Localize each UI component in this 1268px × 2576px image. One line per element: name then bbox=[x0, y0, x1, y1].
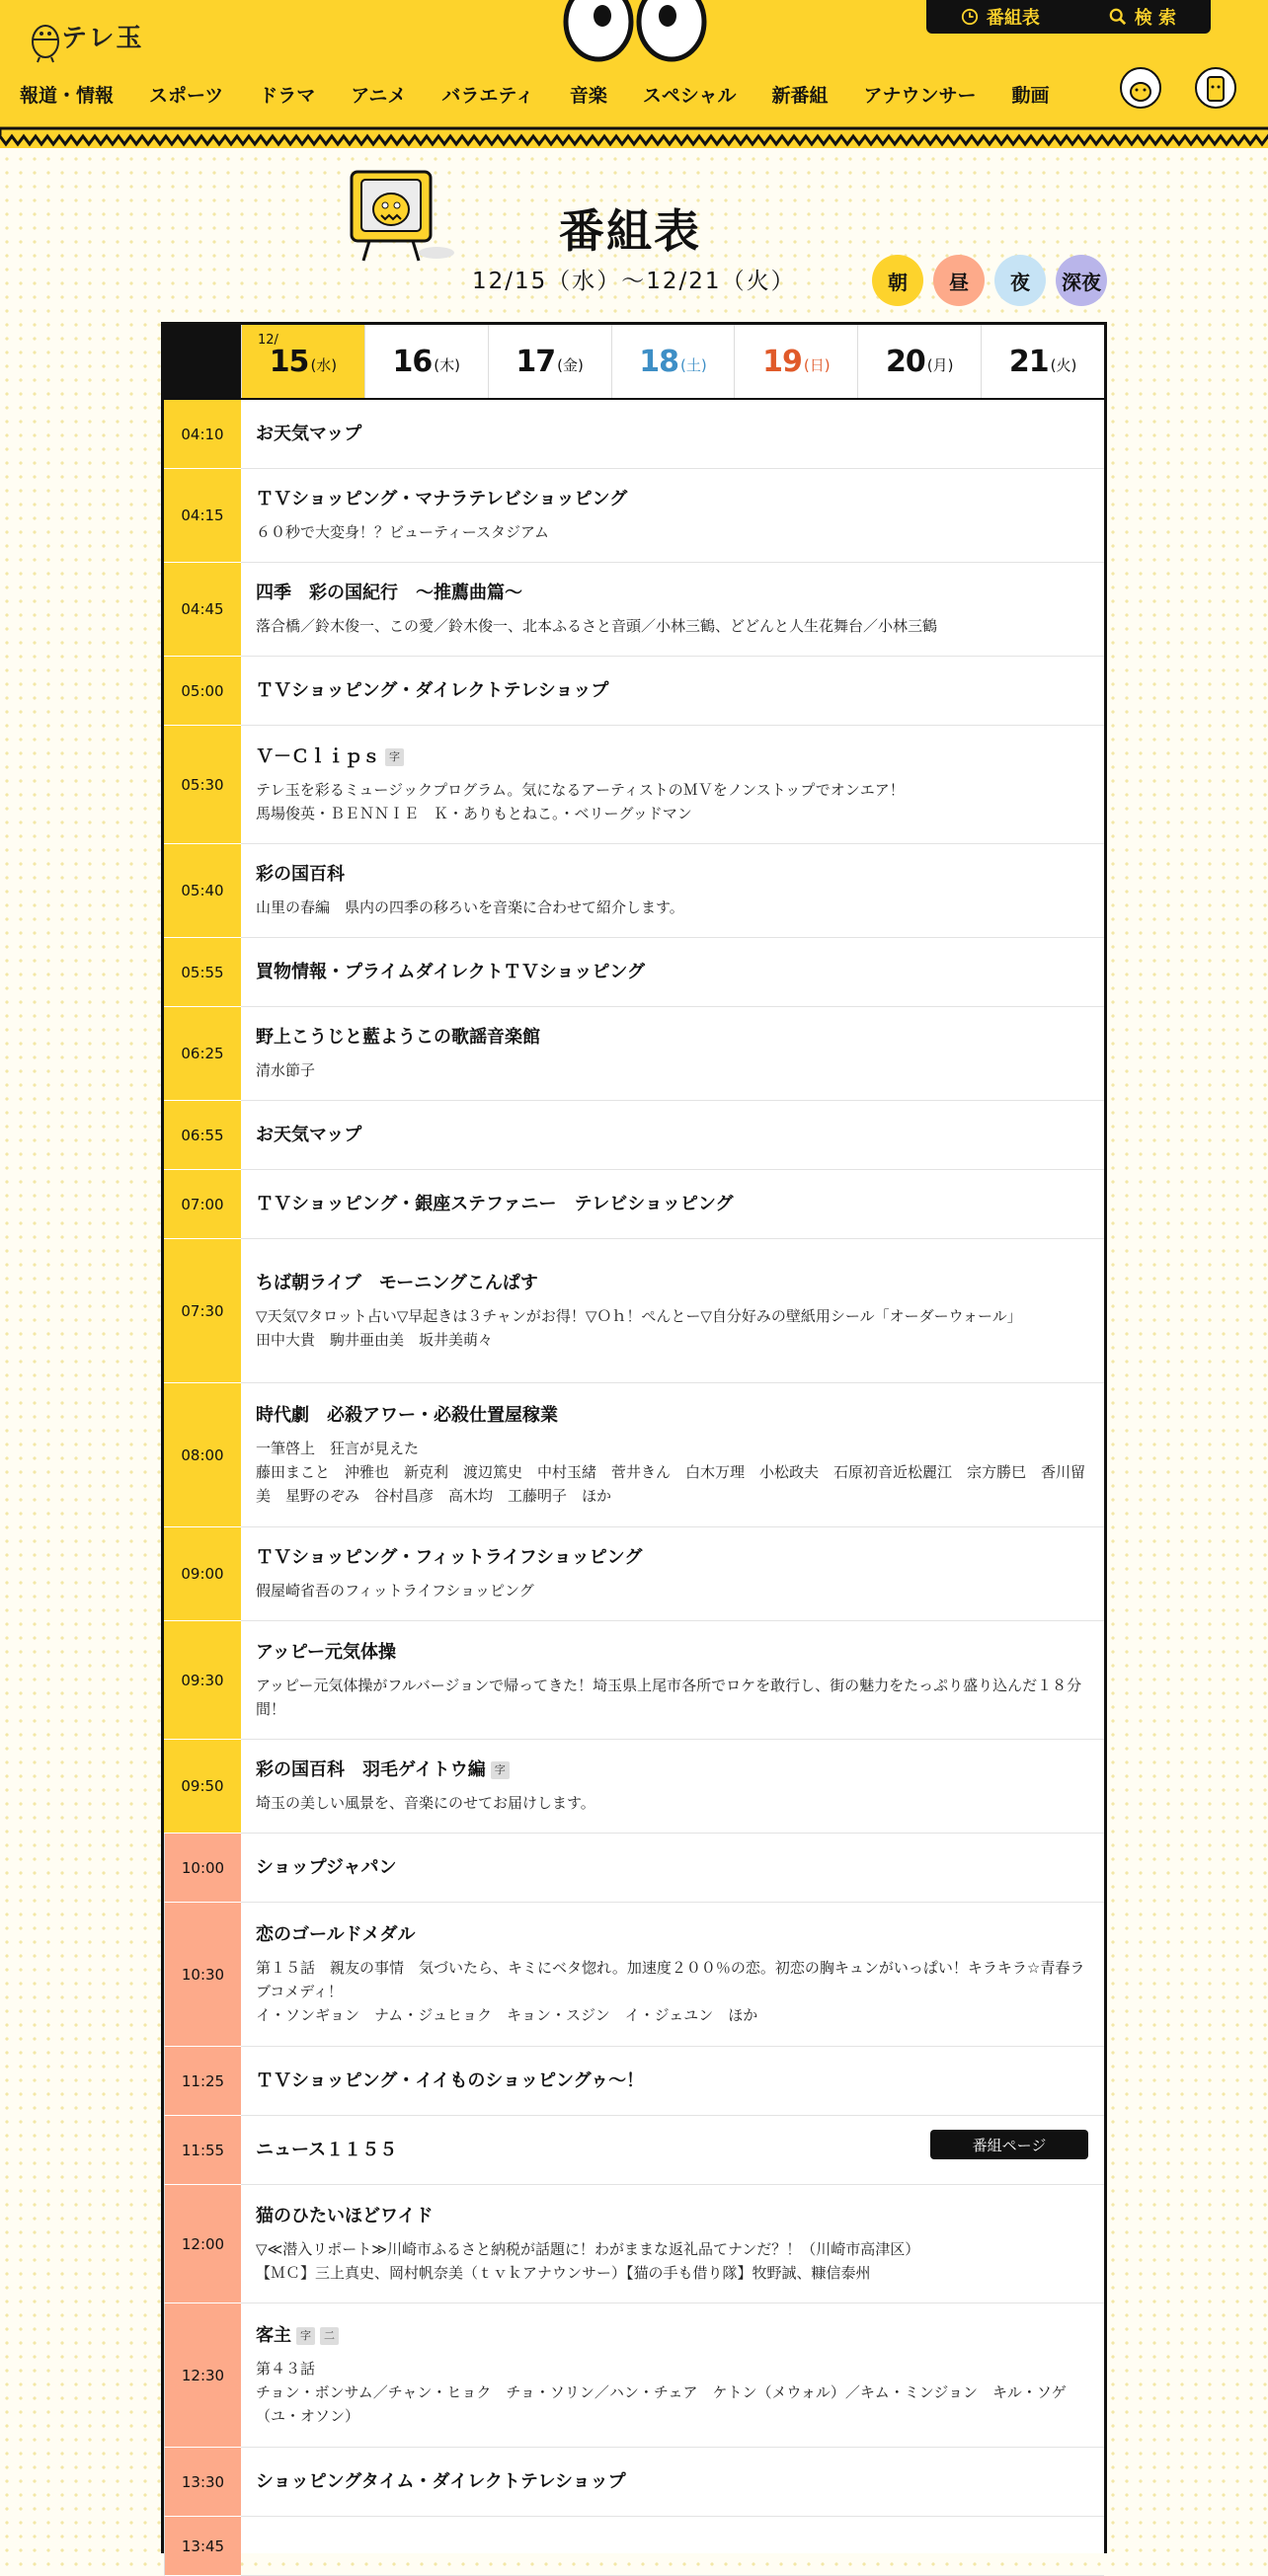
program-row[interactable] bbox=[164, 563, 1104, 657]
day-tab-18[interactable] bbox=[611, 325, 735, 398]
program-info bbox=[241, 1170, 1104, 1238]
program-time: 08:00 bbox=[164, 1383, 241, 1527]
day-tab-number: 19 bbox=[762, 344, 802, 379]
program-title: 彩の国百科 羽毛ゲイトウ編 bbox=[256, 1759, 486, 1780]
program-time: 11:25 bbox=[164, 2047, 241, 2116]
day-tab-17[interactable] bbox=[488, 325, 611, 398]
program-time: 12:00 bbox=[164, 2185, 241, 2303]
clock-icon bbox=[961, 8, 979, 26]
program-description-line: 山里の春編 県内の四季の移ろいを音楽に合わせて紹介します。 bbox=[256, 898, 684, 916]
program-title-line[interactable] bbox=[256, 1757, 1088, 1783]
program-info bbox=[241, 1834, 1104, 1902]
program-info bbox=[241, 2517, 1104, 2575]
program-title-line[interactable] bbox=[256, 1855, 1088, 1881]
program-title: 恋のゴールドメダル bbox=[256, 1923, 416, 1945]
program-description-line: アッピー元気体操がフルバージョンで帰ってきた！埼玉県上尾市各所でロケを敢行し、街の魅力をたっぷり盛り込んだ１８分間！ bbox=[256, 1676, 1082, 1718]
program-description-line: ６０秒で大変身！？ビューティースタジアム bbox=[256, 523, 550, 541]
program-row[interactable] bbox=[164, 2047, 1104, 2116]
program-time: 05:55 bbox=[164, 938, 241, 1007]
day-tab-number: 16 bbox=[392, 344, 433, 379]
nav-special[interactable]: スペシャル bbox=[642, 84, 737, 107]
program-time: 09:00 bbox=[164, 1527, 241, 1621]
day-tabs-corner bbox=[164, 325, 241, 398]
program-row[interactable] bbox=[164, 1007, 1104, 1101]
program-description-line: チョン・ボンサム／チャン・ヒョク チョ・ソリン／ハン・チェア ケトン（メウォル）／キム・ミンジョン キル・ソゲ（ユ・オソン） bbox=[256, 2382, 1067, 2425]
program-info bbox=[241, 2448, 1104, 2516]
program-description-line: 假屋崎省吾のフィットライフショッピング bbox=[256, 1582, 534, 1600]
program-time: 05:40 bbox=[164, 844, 241, 938]
program-time: 06:55 bbox=[164, 1101, 241, 1170]
program-guide-button[interactable] bbox=[961, 4, 1040, 30]
main-nav bbox=[20, 77, 1085, 111]
program-description-line: 落合橋／鈴木俊一、この愛／鈴木俊一、北本ふるさと音頭／小林三鶴、どどんと人生花舞台／小林三鶴 bbox=[256, 617, 938, 635]
program-row[interactable] bbox=[164, 1621, 1104, 1740]
program-description bbox=[256, 614, 1088, 638]
tod-morning-button[interactable]: 朝 bbox=[872, 255, 923, 306]
program-info bbox=[241, 563, 1104, 656]
program-title: 時代劇 必殺アワー・必殺仕置屋稼業 bbox=[256, 1404, 558, 1426]
program-title: 四季 彩の国紀行 ～推薦曲篇～ bbox=[256, 583, 522, 603]
program-row[interactable] bbox=[164, 726, 1104, 844]
program-description bbox=[256, 1674, 1088, 1721]
search-icon bbox=[1109, 8, 1127, 26]
program-title-line[interactable] bbox=[256, 678, 1088, 704]
day-tabs bbox=[164, 325, 1104, 400]
program-time: 07:00 bbox=[164, 1170, 241, 1239]
day-tab-20[interactable] bbox=[857, 325, 981, 398]
program-title: ＴＶショッピング・銀座ステファニー テレビショッピング bbox=[256, 1193, 734, 1214]
nav-announcer[interactable]: アナウンサー bbox=[863, 84, 977, 107]
day-tab-weekday: (火) bbox=[1050, 355, 1077, 374]
program-title: 買物情報・プライムダイレクトＴＶショッピング bbox=[256, 961, 646, 982]
day-tab-weekday: (月) bbox=[926, 355, 954, 374]
program-description bbox=[256, 1956, 1088, 2027]
program-row[interactable] bbox=[164, 1527, 1104, 1621]
program-time: 13:45 bbox=[164, 2517, 241, 2576]
program-time: 10:30 bbox=[164, 1903, 241, 2047]
program-title-line[interactable] bbox=[256, 960, 1088, 985]
program-table bbox=[161, 322, 1107, 2553]
program-title-line[interactable] bbox=[256, 1545, 1088, 1571]
day-tab-weekday: (木) bbox=[434, 355, 461, 374]
program-title-line[interactable] bbox=[256, 1025, 1088, 1051]
date-range: 12/15（水）〜12/21（火） bbox=[472, 269, 796, 294]
search-button[interactable] bbox=[1109, 4, 1176, 30]
program-time: 04:15 bbox=[164, 469, 241, 563]
program-title: アッピー元気体操 bbox=[256, 1641, 397, 1663]
program-description-line: 第１５話 親友の事情 気づいたら、キミにベタ惚れ。加速度２００％の恋。初恋の胸キュンがいっぱい！キラキラ☆青春ラブコメディ！ bbox=[256, 1958, 1085, 2000]
program-info bbox=[241, 2185, 1104, 2303]
day-tab-weekday: (土) bbox=[680, 355, 707, 374]
program-title-line[interactable] bbox=[256, 1922, 1088, 1948]
mascot-phone-icon[interactable] bbox=[1193, 65, 1238, 111]
day-tab-19[interactable] bbox=[734, 325, 857, 398]
program-row[interactable] bbox=[164, 2517, 1104, 2576]
day-tab-number: 20 bbox=[885, 344, 925, 379]
program-time: 09:30 bbox=[164, 1621, 241, 1740]
program-description bbox=[256, 896, 1088, 919]
program-time: 04:10 bbox=[164, 400, 241, 469]
program-time: 05:00 bbox=[164, 657, 241, 726]
program-description bbox=[256, 1058, 1088, 1082]
program-title-line[interactable] bbox=[256, 2069, 1088, 2094]
program-title-line[interactable] bbox=[256, 1271, 1088, 1296]
program-info bbox=[241, 726, 1104, 843]
program-row[interactable] bbox=[164, 844, 1104, 938]
program-title: ショッピングタイム・ダイレクトテレショップ bbox=[256, 2470, 626, 2492]
site-header bbox=[0, 0, 1268, 148]
program-row[interactable] bbox=[164, 469, 1104, 563]
program-guide-label: 番組表 bbox=[986, 8, 1040, 29]
program-row[interactable] bbox=[164, 2303, 1104, 2448]
day-tab-weekday: (日) bbox=[803, 355, 831, 374]
program-time: 04:45 bbox=[164, 563, 241, 657]
program-list bbox=[164, 400, 1104, 2576]
day-tab-number: 21 bbox=[1008, 344, 1049, 379]
program-title: ＴＶショッピング・イイものショッピングゥ～！ bbox=[256, 2069, 645, 2091]
search-label: 検 索 bbox=[1134, 8, 1177, 29]
program-info bbox=[241, 2303, 1104, 2447]
program-description-line: 一筆啓上 狂言が見えた bbox=[256, 1439, 420, 1457]
program-title-line[interactable] bbox=[256, 1640, 1088, 1666]
day-tab-16[interactable] bbox=[364, 325, 488, 398]
tod-daytime-button[interactable]: 昼 bbox=[933, 255, 985, 306]
nav-news[interactable]: 報道・情報 bbox=[20, 84, 115, 107]
program-time: 09:50 bbox=[164, 1740, 241, 1834]
program-time: 11:55 bbox=[164, 2116, 241, 2185]
program-description-line: 清水節子 bbox=[256, 1061, 316, 1079]
program-info bbox=[241, 1621, 1104, 1739]
program-title-line[interactable] bbox=[256, 1192, 1088, 1217]
day-tab-number: 17 bbox=[515, 344, 556, 379]
program-description-line: ▽天気▽タロット占い▽早起きは３チャンがお得！▽Ｏｈ！ぺんとー▽自分好みの壁紙用シール「オーダーウォール」 bbox=[256, 1306, 1022, 1325]
header-zigzag-edge bbox=[0, 128, 1268, 150]
program-time: 10:00 bbox=[164, 1834, 241, 1903]
program-description-line: 埼玉の美しい風景を、音楽にのせてお届けします。 bbox=[256, 1794, 595, 1812]
program-time: 13:30 bbox=[164, 2448, 241, 2517]
nav-music[interactable]: 音楽 bbox=[569, 84, 607, 107]
program-row[interactable] bbox=[164, 1903, 1104, 2047]
program-info bbox=[241, 1383, 1104, 1526]
program-description-line: ▽≪潜入リポート≫川崎市ふるさと納税が話題に！わがままな返礼品てナンだ？！（川崎市高津区） bbox=[256, 2239, 920, 2258]
program-row[interactable] bbox=[164, 1383, 1104, 1527]
program-title-line[interactable] bbox=[256, 1123, 1088, 1148]
program-row[interactable] bbox=[164, 657, 1104, 726]
program-time: 05:30 bbox=[164, 726, 241, 844]
program-title: ＴＶショッピング・マナラテレビショッピング bbox=[256, 489, 628, 509]
program-badge: 字 bbox=[491, 1761, 510, 1779]
program-info bbox=[241, 2047, 1104, 2115]
program-description bbox=[256, 1791, 1088, 1815]
program-row[interactable] bbox=[164, 2116, 1104, 2185]
program-description bbox=[256, 1304, 1088, 1352]
program-description-line: 馬場俊英・ＢＥＮＮＩＥ Ｋ・ありもとねこ。・ベリーグッドマン bbox=[256, 804, 692, 822]
nav-drama[interactable]: ドラマ bbox=[259, 84, 316, 107]
program-row[interactable] bbox=[164, 2448, 1104, 2517]
program-title: 客主 bbox=[256, 2324, 291, 2346]
program-title: 野上こうじと藍ようこの歌謡音楽館 bbox=[256, 1027, 540, 1048]
program-info bbox=[241, 469, 1104, 562]
program-description-line: 田中大貴 駒井亜由美 坂井美萌々 bbox=[256, 1330, 494, 1349]
program-time: 07:30 bbox=[164, 1239, 241, 1383]
program-description bbox=[256, 1579, 1088, 1602]
program-info bbox=[241, 400, 1104, 468]
program-info bbox=[241, 938, 1104, 1006]
program-title-line[interactable] bbox=[256, 487, 1088, 512]
tod-late-night-button[interactable]: 深夜 bbox=[1056, 255, 1107, 306]
program-description bbox=[256, 2237, 1088, 2285]
program-info bbox=[241, 1903, 1104, 2046]
program-description bbox=[256, 520, 1088, 544]
top-button-bar bbox=[926, 0, 1211, 34]
program-title: お天気マップ bbox=[256, 1124, 362, 1145]
program-row[interactable] bbox=[164, 938, 1104, 1007]
nav-variety[interactable]: バラエティ bbox=[441, 84, 534, 107]
nav-anime[interactable]: アニメ bbox=[351, 84, 407, 107]
program-badge: 字 bbox=[296, 2327, 315, 2345]
day-tab-number: 18 bbox=[639, 344, 679, 379]
program-title-line[interactable] bbox=[256, 581, 1088, 606]
tod-night-button[interactable]: 夜 bbox=[994, 255, 1046, 306]
mascot-badge-icon[interactable] bbox=[1118, 65, 1163, 111]
page-title: 番組表 bbox=[559, 204, 701, 258]
program-title-line[interactable] bbox=[256, 862, 1088, 888]
program-description-line: 【ＭＣ】三上真史、岡村帆奈美（ｔｖｋアナウンサー）【猫の手も借り隊】牧野誠、糠信泰州 bbox=[256, 2263, 871, 2282]
program-title: ニュース１１５５ bbox=[256, 2139, 398, 2160]
program-info bbox=[241, 657, 1104, 725]
day-tab-weekday: (水) bbox=[310, 355, 338, 374]
program-row[interactable] bbox=[164, 1834, 1104, 1903]
program-row[interactable] bbox=[164, 2185, 1104, 2303]
program-description-line: 藤田まこと 沖雅也 新克利 渡辺篤史 中村玉緒 菅井きん 白木万理 小松政夫 石原初音近松麗江 宗方勝巳 香川留美 星野のぞみ 谷村昌彦 高木均 工藤明子 ほか bbox=[256, 1462, 1086, 1505]
program-info bbox=[241, 2116, 1104, 2184]
program-row[interactable] bbox=[164, 1170, 1104, 1239]
program-title-line[interactable] bbox=[256, 2323, 1088, 2349]
program-page-button[interactable]: 番組ページ bbox=[930, 2130, 1088, 2159]
program-title: ちば朝ライブ モーニングこんぱす bbox=[256, 1272, 538, 1293]
program-description-line: イ・ソンギョン ナム・ジュヒョク キョン・スジン イ・ジェユン ほか bbox=[256, 2005, 758, 2024]
program-title-line[interactable] bbox=[256, 2204, 1088, 2229]
day-tab-21[interactable] bbox=[981, 325, 1104, 398]
program-row[interactable] bbox=[164, 400, 1104, 469]
day-tab-weekday: (金) bbox=[557, 355, 584, 374]
program-info bbox=[241, 1740, 1104, 1833]
program-title-line[interactable] bbox=[256, 744, 1088, 770]
program-badge: 二 bbox=[320, 2327, 339, 2345]
program-badge: 字 bbox=[385, 748, 404, 766]
program-row[interactable] bbox=[164, 1740, 1104, 1834]
day-tab-month: 12/ bbox=[258, 333, 278, 348]
program-row[interactable] bbox=[164, 1239, 1104, 1383]
program-description-line: テレ玉を彩るミュージックプログラム。気になるアーティストのＭＶをノンストップでオンエア！ bbox=[256, 780, 905, 799]
program-description bbox=[256, 778, 1088, 825]
tv-mascot-icon bbox=[348, 166, 458, 265]
program-info bbox=[241, 1239, 1104, 1382]
program-description bbox=[256, 2357, 1088, 2428]
program-description bbox=[256, 1437, 1088, 1508]
program-title: ＴＶショッピング・ダイレクトテレショップ bbox=[256, 679, 609, 701]
program-info bbox=[241, 844, 1104, 937]
program-title-line[interactable] bbox=[256, 2469, 1088, 2495]
program-title: ＴＶショッピング・フィットライフショッピング bbox=[256, 1547, 643, 1568]
program-time: 06:25 bbox=[164, 1007, 241, 1101]
program-info bbox=[241, 1527, 1104, 1620]
nav-video[interactable]: 動画 bbox=[1011, 84, 1050, 107]
logo-text[interactable]: テレ玉 bbox=[61, 24, 144, 53]
program-info bbox=[241, 1007, 1104, 1100]
program-title: Ｖ－Ｃｌｉｐｓ bbox=[256, 745, 380, 767]
program-title: 猫のひたいほどワイド bbox=[256, 2205, 434, 2226]
program-title: お天気マップ bbox=[256, 423, 362, 444]
day-tab-number: 15 bbox=[269, 344, 309, 379]
program-time: 12:30 bbox=[164, 2303, 241, 2448]
day-tab-15[interactable] bbox=[241, 325, 364, 398]
program-title-line[interactable] bbox=[256, 422, 1088, 447]
mascot-eyes-icon bbox=[561, 0, 709, 61]
program-description-line: 第４３話 bbox=[256, 2359, 316, 2378]
program-info bbox=[241, 1101, 1104, 1169]
program-title: 彩の国百科 bbox=[256, 864, 345, 885]
nav-new-programs[interactable]: 新番組 bbox=[771, 84, 829, 107]
nav-sports[interactable]: スポーツ bbox=[149, 84, 224, 107]
program-title: ショップジャパン bbox=[256, 1856, 397, 1878]
program-row[interactable] bbox=[164, 1101, 1104, 1170]
program-title-line[interactable] bbox=[256, 1403, 1088, 1429]
